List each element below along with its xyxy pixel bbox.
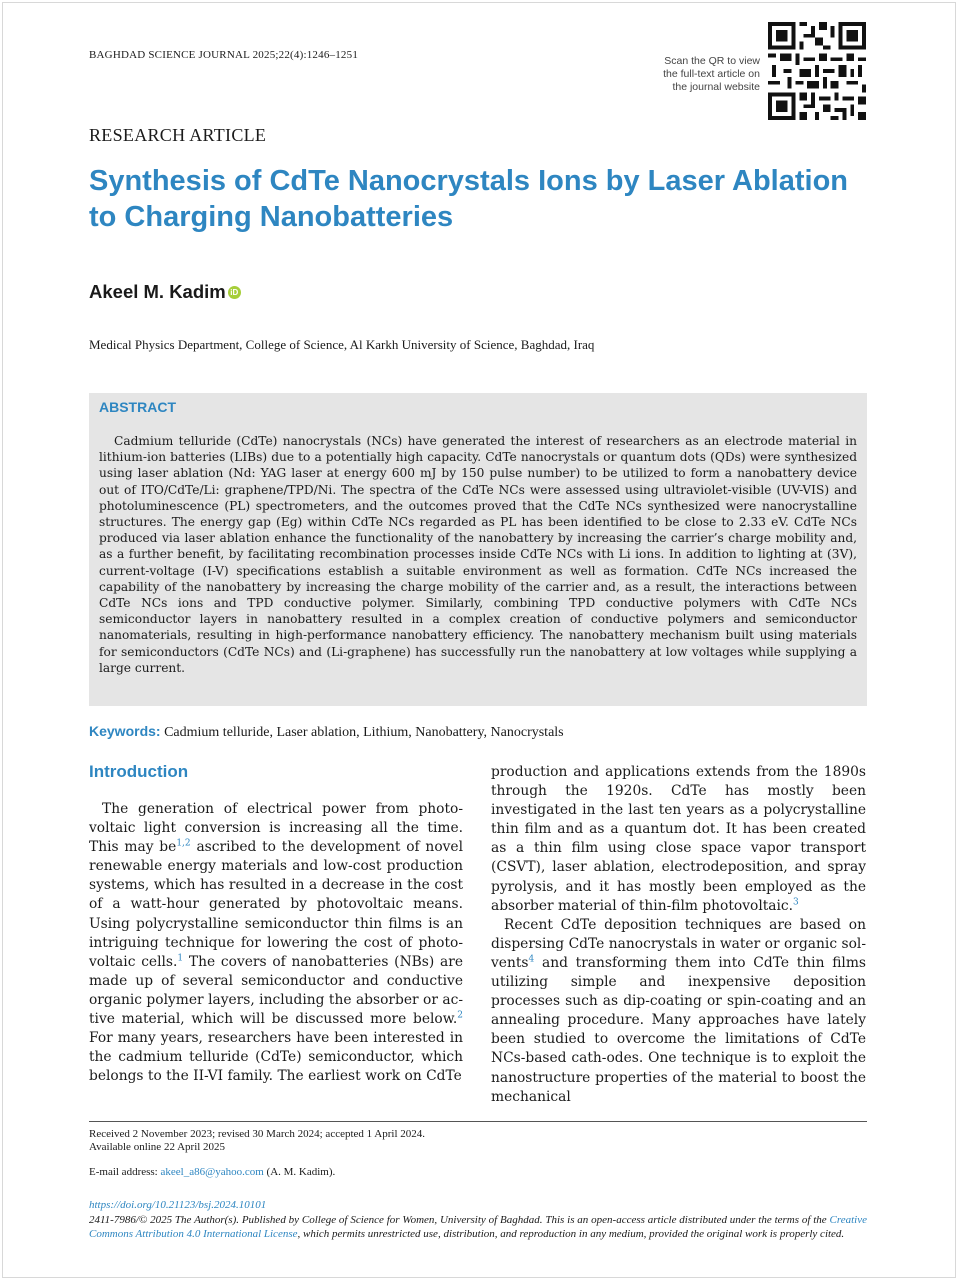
abstract-box [89, 393, 867, 706]
author-name[interactable]: Akeel M. Kadim [89, 281, 226, 302]
qr-caption-line: the full-text article on [663, 68, 760, 80]
dates-line: Available online 22 April 2025 [89, 1141, 226, 1153]
paragraph [491, 763, 866, 916]
paragraph-text: production and applications extends from the 1890s through the 1920s. CdTe has mostly been investigated in the last ten years as a polycrystalline thin film and as a quantum dot. It has been created as a thin film using close space vapor transport (CSVT), laser ablation, electrodeposition, and spray pyrolysis, and it has mostly been employed as the absorber material of thin-film photovoltaic. [491, 764, 866, 914]
qr-caption [630, 55, 760, 94]
footer-divider [89, 1121, 867, 1122]
email-suffix: (A. M. Kadim). [263, 1166, 336, 1178]
citation-link[interactable]: 3 [793, 897, 799, 908]
qr-caption-line: Scan the QR to view [664, 55, 760, 67]
email-link[interactable]: akeel_a86@yahoo.com [160, 1166, 264, 1178]
citation-link[interactable]: 1 [177, 953, 184, 964]
license-link[interactable]: Creative Commons Attribution 4.0 International License [89, 1214, 867, 1240]
journal-citation: BAGHDAD SCIENCE JOURNAL 2025;22(4):1246–1251 [89, 49, 359, 61]
paragraph-text: For many years, researchers have been interested in the cadmium telluride (CdTe) semiconductor, which belongs to the II-VI family. The earliest work on CdTe [89, 1030, 463, 1085]
doi-link[interactable]: https://doi.org/10.21123/bsj.2024.10101 [89, 1199, 267, 1211]
email-label: E-mail address: [89, 1166, 161, 1178]
dates-line: Received 2 November 2023; revised 30 March 2024; accepted 1 April 2024. [89, 1128, 426, 1140]
affiliation: Medical Physics Department, College of Science, Al Karkh University of Science, Baghdad, Iraq [89, 337, 595, 352]
abstract-heading: ABSTRACT [99, 399, 176, 415]
body-column-left [89, 800, 463, 1086]
article-type: RESEARCH ARTICLE [89, 125, 267, 145]
abstract-text: Cadmium telluride (CdTe) nanocrystals (NCs) have generated the interest of researchers as an electrode material in lithium-ion batteries (LIBs) due to a potentially high capacity. CdTe nanocrystals or quantum dots (QDs) were synthesized using laser ablation (Nd: YAG laser at energy 600 mJ by 150 pulse number) to be utilized to form a nanobattery device out of ITO/CdTe/Li: graphene/TPD/Ni. The spectra of the CdTe NCs were assessed using ultraviolet-visible (UV-VIS) and photoluminescence (PL) spectrometers, and the outcomes proved that the CdTe NCs synthesized were nanocrystalline structures. The energy gap (Eg) within CdTe NCs regarded as PL has been identified to be close to 2.33 eV. CdTe NCs produced via laser ablation enhance the functionality of the nanobattery by increasing the carrier’s charge mobility and, as a further benefit, by facilitating recombination processes inside CdTe NCs with Li ions. In addition to lighting at (3V), current-voltage (I-V) specifications establish a suitable environment as well as formation. CdTe NCs increased the capability of the nanobattery by increasing the charge mobility of the carrier and, as a result, the interactions between CdTe NCs ions and TPD conductive polymer. Similarly, combining TPD conductive polymers with CdTe NCs semiconductor layers in nanobattery resulted in a complex creation of conductive polymers and semiconductor nanomaterials, resulting in high-performance nanobattery efficiency. The nanobattery mechanism built using materials for semiconductors (CdTe NCs) and (Li-graphene) has successfully run the nanobattery at low voltages while supplying a large current. [99, 434, 857, 675]
author [89, 281, 241, 303]
footer-dates [89, 1128, 425, 1154]
citation-link[interactable]: 1,2 [176, 838, 191, 849]
license-text: 2411-7986/© 2025 The Author(s). Published by College of Science for Women, University of Baghdad. This is an open-access article distributed under the terms of the [89, 1214, 830, 1226]
keywords [89, 723, 564, 741]
keywords-label: Keywords: [89, 723, 161, 739]
paragraph-text: Recent CdTe deposition techniques are based on dispersing CdTe nanocrystals in water or organic sol-vents [491, 916, 866, 971]
license-notice [89, 1213, 867, 1241]
paragraph [491, 916, 866, 1107]
paragraph-text: and transforming them into CdTe thin films utilizing simple and inexpensive deposition processes such as dip-coating or spin-coating and an annealing procedure. Many approaches have lately been studied to overcome the limitations of CdTe NCs-based cath-odes. One technique is to exploit the nanostructure properties of the material to boost the mechanical [491, 954, 866, 1105]
qr-code-icon[interactable] [768, 22, 866, 120]
keywords-list: Cadmium telluride, Laser ablation, Lithium, Nanobattery, Nanocrystals [164, 725, 564, 740]
orcid-icon[interactable]: iD [228, 286, 241, 299]
citation-link[interactable]: 2 [457, 1010, 463, 1021]
article-title: Synthesis of CdTe Nanocrystals Ions by Laser Ablation to Charging Nanobatteries [89, 165, 849, 233]
citation-link[interactable]: 4 [528, 954, 535, 965]
footer-email [89, 1166, 335, 1178]
paragraph-text: The covers of nanobatteries (NBs) are made up of several semiconductor and conductive organic polymer layers, including the absorber or ac-tive material, which will be discussed more below. [89, 953, 464, 1028]
body-column-right [491, 763, 866, 1107]
introduction-heading: Introduction [89, 762, 189, 781]
paragraph [89, 800, 463, 1086]
license-text: , which permits unrestricted use, distribution, and reproduction in any medium, provided the original work is properly cited. [297, 1228, 845, 1240]
paragraph-text: ascribed to the development of novel renewable energy materials and low-cost production systems, which has resulted in a decrease in the cost of a watt-hour generated by photovoltaic means. Using polycrystalline semiconductor thin films is an intriguing technique for lowering the cost of photo-voltaic cells. [89, 839, 463, 970]
qr-caption-line: the journal website [672, 81, 760, 93]
paragraph-text: The generation of electrical power from photo-voltaic light conversion is increasing all the time. This may be [89, 801, 463, 856]
